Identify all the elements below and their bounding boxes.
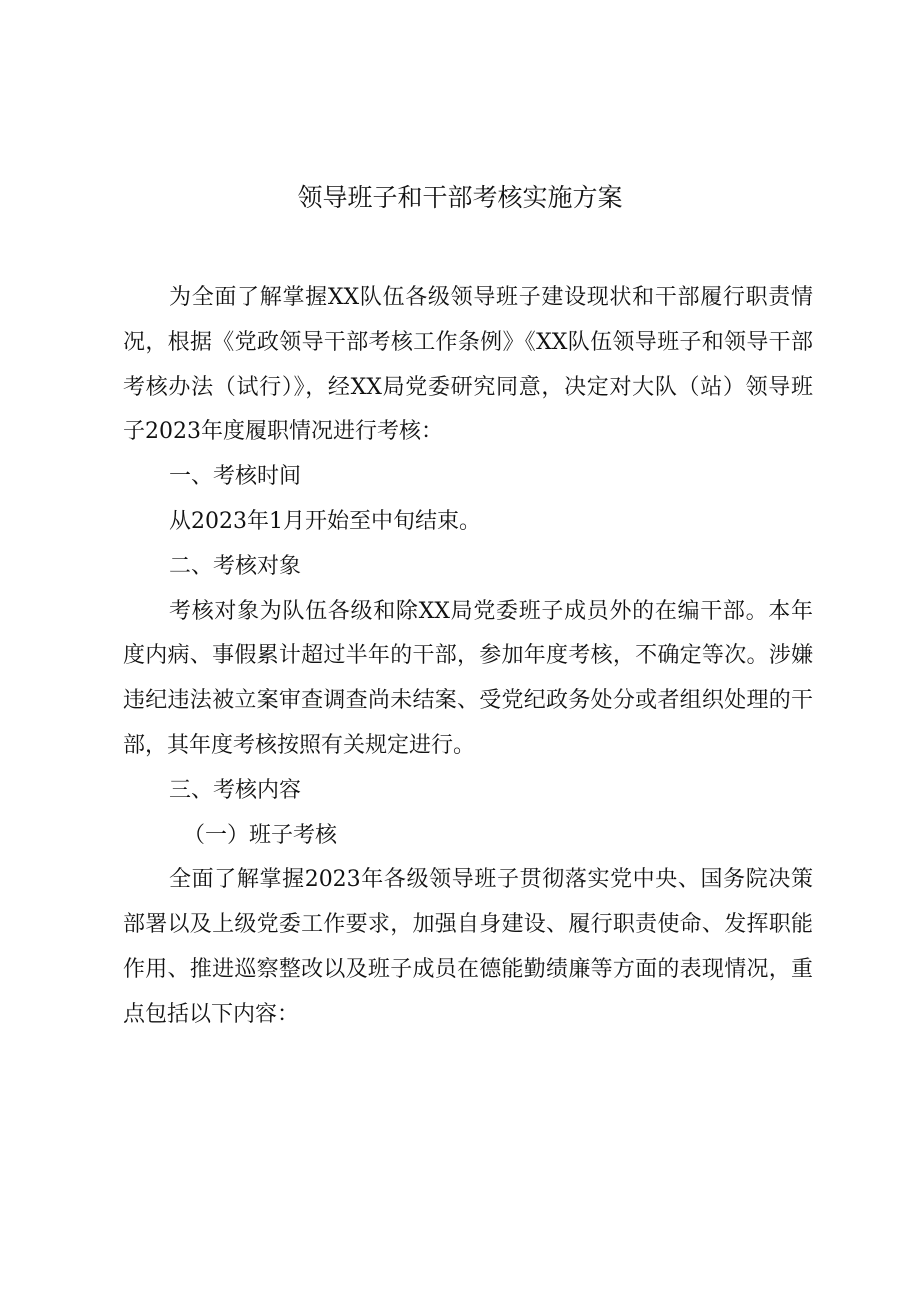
team-paragraph: 全面了解掌握2023年各级领导班子贯彻落实党中央、国务院决策部署以及上级党委工作要求，加强自身建设、履行职责使命、发挥职能作用、推进巡察整改以及班子成员在德能勤绩廉等方面的表现情况，重点包括以下内容： xyxy=(123,867,813,1027)
document-body xyxy=(123,276,813,1038)
section-heading-content: 三、考核内容 xyxy=(169,777,302,803)
time-paragraph: 从2023年1月开始至中旬结束。 xyxy=(169,508,481,534)
subsection-heading-team: （一）班子考核 xyxy=(183,822,338,848)
section-heading-time: 一、考核时间 xyxy=(169,464,302,490)
target-paragraph: 考核对象为队伍各级和除XX局党委班子成员外的在编干部。本年度内病、事假累计超过半年的干部，参加年度考核，不确定等次。涉嫌违纪违法被立案审查调查尚未结案、受党纪政务处分或者组织处理的干部，其年度考核按照有关规定进行。 xyxy=(123,598,813,758)
section-heading-target: 二、考核对象 xyxy=(169,553,302,579)
intro-paragraph: 为全面了解掌握XX队伍各级领导班子建设现状和干部履行职责情况，根据《党政领导干部考核工作条例》《XX队伍领导班子和领导干部考核办法（试行）》，经XX局党委研究同意，决定对大队（站）领导班子2023年度履职情况进行考核： xyxy=(123,285,813,445)
document-title: 领导班子和干部考核实施方案 xyxy=(297,183,623,212)
